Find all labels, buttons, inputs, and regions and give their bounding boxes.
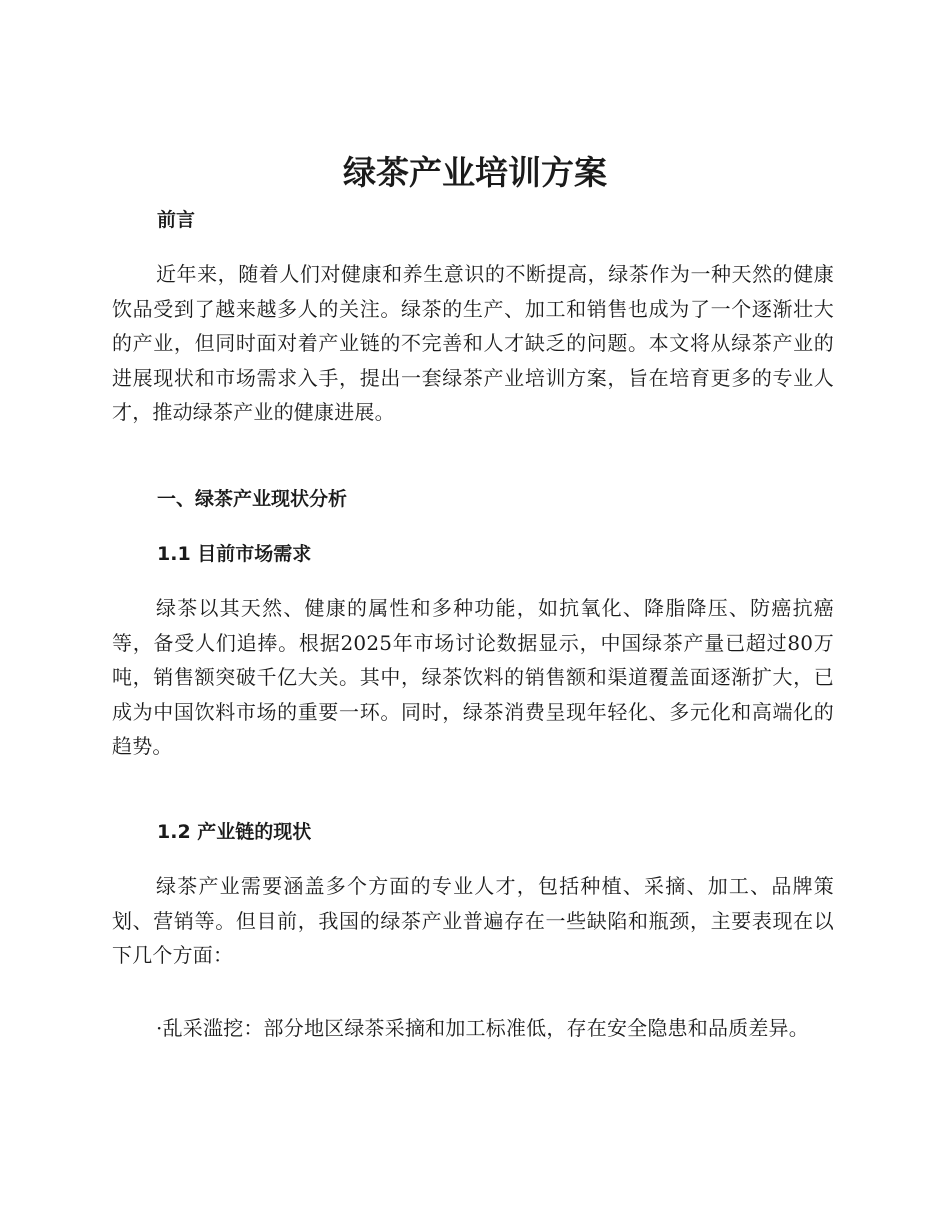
- preface-paragraph: 近年来，随着人们对健康和养生意识的不断提高，绿茶作为一种天然的健康饮品受到了越来越多人的关注。绿茶的生产、加工和销售也成为了一个逐渐壮大的产业，但同时面对着产业链的不完善和人才缺乏的问题。本文将从绿茶产业的进展现状和市场需求入手，提出一套绿茶产业培训方案，旨在培育更多的专业人才，推动绿茶产业的健康进展。: [112, 262, 834, 424]
- subsection-1-2-heading: 1.2 产业链的现状: [157, 821, 312, 843]
- subsection-1-1-paragraph: 绿茶以其天然、健康的属性和多种功能，如抗氧化、降脂降压、防癌抗癌等，备受人们追捧。根据2025年市场讨论数据显示，中国绿茶产量已超过80万吨，销售额突破千亿大关。其中，绿茶饮料的销售额和渠道覆盖面逐渐扩大，已成为中国饮料市场的重要一环。同时，绿茶消费呈现年轻化、多元化和高端化的趋势。: [112, 596, 834, 758]
- preface-heading: 前言: [157, 209, 196, 231]
- section-1-heading: 一、绿茶产业现状分析: [157, 488, 348, 510]
- bullet-item: [112, 1011, 834, 1046]
- bullet-item-text: 乱采滥挖：部分地区绿茶采摘和加工标准低，存在安全隐患和品质差异。: [162, 1016, 809, 1040]
- document-title: 绿茶产业培训方案: [343, 153, 607, 192]
- bullet-marker: ·: [156, 1016, 163, 1040]
- subsection-1-1-heading: 1.1 目前市场需求: [157, 543, 312, 565]
- subsection-1-2-paragraph: 绿茶产业需要涵盖多个方面的专业人才，包括种植、采摘、加工、品牌策划、营销等。但目前，我国的绿茶产业普遍存在一些缺陷和瓶颈，主要表现在以下几个方面：: [112, 874, 834, 967]
